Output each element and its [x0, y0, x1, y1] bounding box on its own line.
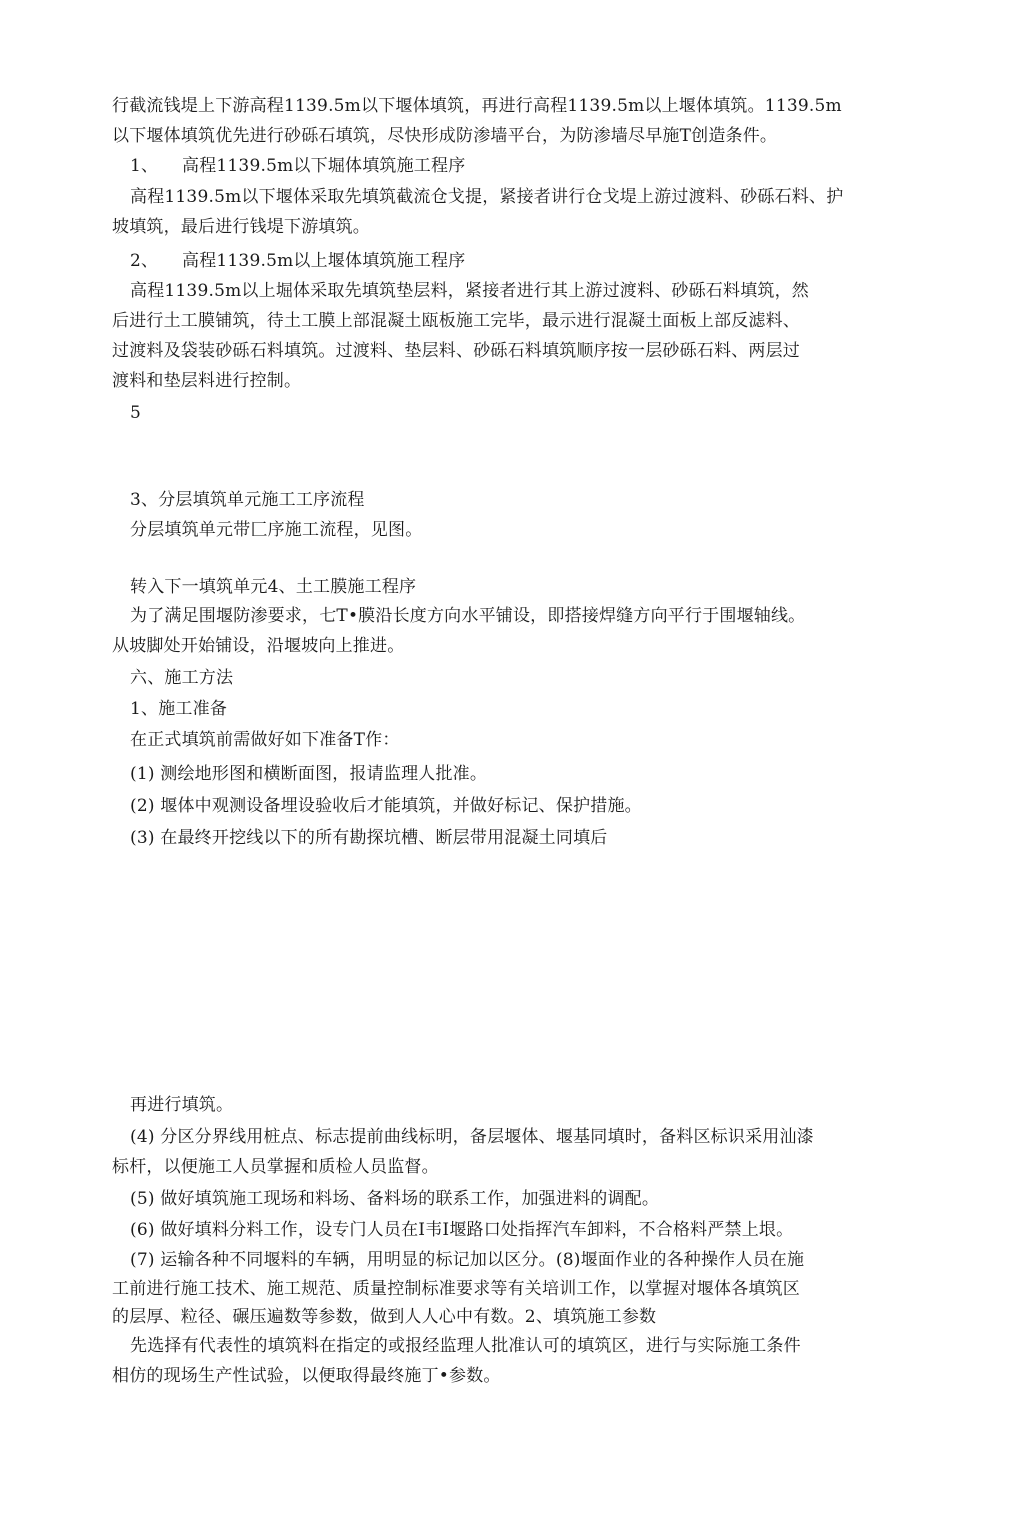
paragraph-line: 为了满足围堰防渗要求，七T•膜沿长度方向水平铺设，即搭接焊缝方向平行于围堰轴线。	[130, 606, 806, 626]
list-item: (1) 测绘地形图和横断面图，报请监理人批准。	[130, 764, 488, 784]
paragraph-line: 先选择有代表性的填筑料在指定的或报经监理人批准认可的填筑区，进行与实际施工条件	[130, 1336, 801, 1356]
paragraph-line: 从坡脚处开始铺设，沿堰坡向上推进。	[112, 636, 405, 656]
section-heading: 高程1139.5m以下堀体填筑施工程序	[182, 156, 466, 176]
paragraph-line: 的层厚、粒径、碾压遍数等参数，做到人人心中有数。2、填筑施工参数	[112, 1307, 657, 1327]
section-heading: 转入下一填筑单元4、土工膜施工程序	[130, 577, 417, 597]
paragraph-line: 以下堰体填筑优先进行砂砾石填筑，尽快形成防渗墙平台，为防渗墙尽早施T创造条件。	[112, 126, 778, 146]
section-heading: 1、施工准备	[130, 699, 228, 719]
list-item: (6) 做好填料分料工作，设专门人员在I韦I堰路口处指挥汽车卸料，不合格料严禁上垠。	[130, 1220, 794, 1240]
paragraph-line: 过渡料及袋装砂砾石料填筑。过渡料、垫层料、砂砾石料填筑顺序按一层砂砾石料、两层过	[112, 341, 800, 361]
list-item: (3) 在最终开挖线以下的所有勘探坑槽、断层带用混凝土同填后	[130, 828, 608, 848]
paragraph-line: 高程1139.5m以上堀体采取先填筑垫层料，紧接者进行其上游过渡料、砂砾石料填筑，然	[130, 281, 810, 301]
paragraph-line: 再进行填筑。	[130, 1095, 234, 1115]
paragraph-line: 工前进行施工技术、施工规范、质量控制标准要求等有关培训工作，以掌握对堰体各填筑区	[112, 1279, 800, 1299]
paragraph-line: 相仿的现场生产性试验，以便取得最终施丁•参数。	[112, 1366, 501, 1386]
paragraph-line: 在正式填筑前需做好如下准备T作：	[130, 730, 400, 750]
list-item: (2) 堰体中观测设备埋设验收后才能填筑，并做好标记、保护措施。	[130, 796, 642, 816]
paragraph-line: 行截流钱堤上下游高程1139.5m以下堰体填筑，再进行高程1139.5m以上堰体填筑。1139.5m	[112, 96, 842, 116]
paragraph-line: 坡填筑，最后进行钱堤下游填筑。	[112, 217, 370, 237]
section-heading: 3、分层填筑单元施工工序流程	[130, 490, 365, 510]
paragraph-line: 标杆，以便施工人员掌握和质检人员监督。	[112, 1157, 439, 1177]
paragraph-line: 高程1139.5m以下堰体采取先填筑截流仓戈提，紧接者讲行仓戈堤上游过渡料、砂砾石料、护	[130, 187, 844, 207]
paragraph-line: 渡料和垫层料进行控制。	[112, 371, 302, 391]
paragraph-line: 分层填筑单元带匚序施工流程，见图。	[130, 520, 423, 540]
page-number: 5	[130, 403, 142, 423]
paragraph-line: 后进行土工膜铺筑，待土工膜上部混凝土瓯板施工完毕，最示进行混凝土面板上部反滤料、	[112, 311, 800, 331]
list-item: (4) 分区分界线用桩点、标志提前曲线标明，备层堰体、堰基同填时，备料区标识采用汕漆	[130, 1127, 814, 1147]
list-item: (5) 做好填筑施工现场和料场、备料场的联系工作，加强进料的调配。	[130, 1189, 660, 1209]
section-number: 1、	[130, 156, 159, 176]
chapter-heading: 六、施工方法	[130, 668, 234, 688]
list-item: (7) 运输各种不同堰料的车辆，用明显的标记加以区分。(8)堰面作业的各种操作人员在施	[130, 1250, 805, 1270]
section-heading: 高程1139.5m以上堰体填筑施工程序	[182, 251, 466, 271]
section-number: 2、	[130, 251, 159, 271]
